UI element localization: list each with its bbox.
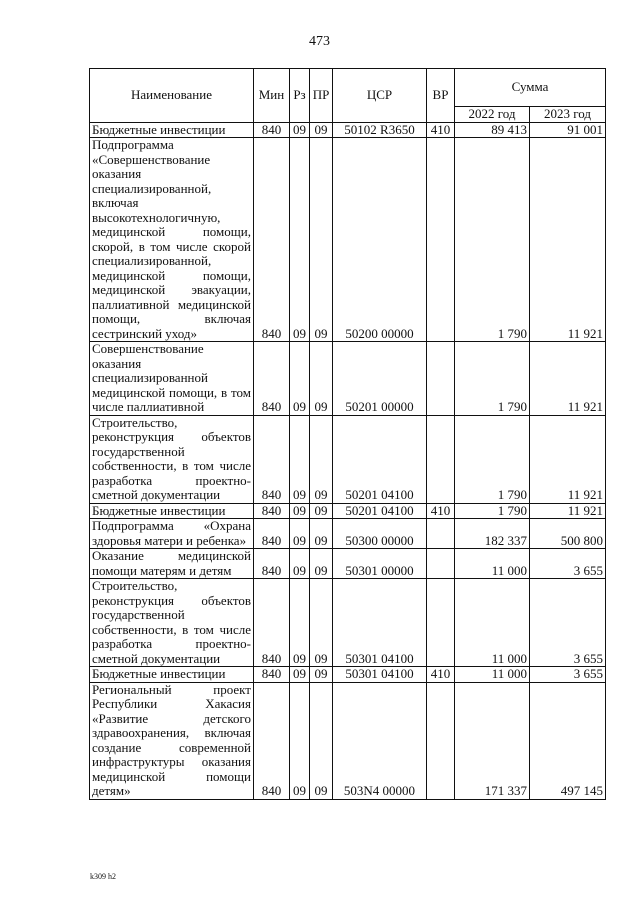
cell-min: 840 <box>254 138 290 342</box>
header-csr: ЦСР <box>333 69 427 123</box>
cell-csr: 50300 00000 <box>333 519 427 549</box>
table-row <box>90 682 606 799</box>
cell-name: Подпрограмма «Совершенствование оказания специализированной, включая высокотехнологичную, медицинской помощи, скорой, в том числе скорой специализированной, медицинской помощи, медицинской эвакуации, паллиативной медицинской помощи, включая сестринский уход» <box>90 138 254 342</box>
cell-pr: 09 <box>310 549 333 579</box>
cell-name: Бюджетные инвестиции <box>90 122 254 138</box>
cell-min: 840 <box>254 682 290 799</box>
cell-pr: 09 <box>310 682 333 799</box>
cell-2022: 182 337 <box>455 519 530 549</box>
page-number: 473 <box>309 34 330 49</box>
cell-vr: 410 <box>427 503 455 519</box>
cell-2022: 11 000 <box>455 549 530 579</box>
cell-csr: 50301 04100 <box>333 579 427 667</box>
header-min: Мин <box>254 69 290 123</box>
cell-vr <box>427 682 455 799</box>
cell-min: 840 <box>254 342 290 416</box>
cell-rz: 09 <box>290 682 310 799</box>
cell-name: Строительство, реконструкция объектов государственной собственности, в том числе разработка проектно-сметной документации <box>90 415 254 503</box>
cell-2023: 11 921 <box>530 342 606 416</box>
footer-code: k309 h2 <box>90 872 116 881</box>
cell-rz: 09 <box>290 667 310 683</box>
cell-2023: 11 921 <box>530 138 606 342</box>
cell-vr <box>427 415 455 503</box>
cell-csr: 50201 04100 <box>333 415 427 503</box>
cell-name: Строительство, реконструкция объектов государственной собственности, в том числе разработка проектно-сметной документации <box>90 579 254 667</box>
cell-name: Бюджетные инвестиции <box>90 503 254 519</box>
cell-2023: 3 655 <box>530 579 606 667</box>
cell-rz: 09 <box>290 138 310 342</box>
cell-pr: 09 <box>310 519 333 549</box>
cell-pr: 09 <box>310 342 333 416</box>
cell-2023: 497 145 <box>530 682 606 799</box>
header-pr: ПР <box>310 69 333 123</box>
header-sum: Сумма <box>455 69 606 107</box>
cell-vr <box>427 342 455 416</box>
cell-csr: 50102 R3650 <box>333 122 427 138</box>
cell-name: Региональный проект Республики Хакасия «Развитие детского здравоохранения, включая создание современной инфраструктуры оказания медицинской помощи детям» <box>90 682 254 799</box>
cell-csr: 50201 04100 <box>333 503 427 519</box>
cell-rz: 09 <box>290 122 310 138</box>
table-row <box>90 138 606 342</box>
cell-2023: 11 921 <box>530 415 606 503</box>
cell-2023: 91 001 <box>530 122 606 138</box>
cell-2022: 1 790 <box>455 342 530 416</box>
cell-rz: 09 <box>290 549 310 579</box>
cell-name: Оказание медицинской помощи матерям и детям <box>90 549 254 579</box>
cell-pr: 09 <box>310 122 333 138</box>
header-vr: ВР <box>427 69 455 123</box>
cell-2022: 1 790 <box>455 415 530 503</box>
table-row <box>90 549 606 579</box>
table-body <box>90 122 606 799</box>
cell-name: Бюджетные инвестиции <box>90 667 254 683</box>
budget-table <box>89 68 606 800</box>
cell-2023: 3 655 <box>530 549 606 579</box>
header-rz: Рз <box>290 69 310 123</box>
cell-rz: 09 <box>290 519 310 549</box>
cell-vr <box>427 579 455 667</box>
cell-2022: 1 790 <box>455 138 530 342</box>
header-name: Наименование <box>90 69 254 123</box>
cell-2023: 500 800 <box>530 519 606 549</box>
cell-rz: 09 <box>290 342 310 416</box>
cell-csr: 50301 00000 <box>333 549 427 579</box>
cell-2023: 11 921 <box>530 503 606 519</box>
cell-2023: 3 655 <box>530 667 606 683</box>
cell-2022: 11 000 <box>455 667 530 683</box>
cell-rz: 09 <box>290 579 310 667</box>
cell-csr: 50301 04100 <box>333 667 427 683</box>
cell-2022: 171 337 <box>455 682 530 799</box>
cell-pr: 09 <box>310 579 333 667</box>
header-2022: 2022 год <box>455 107 530 123</box>
cell-vr <box>427 549 455 579</box>
cell-min: 840 <box>254 519 290 549</box>
table-row <box>90 519 606 549</box>
cell-min: 840 <box>254 549 290 579</box>
cell-rz: 09 <box>290 503 310 519</box>
cell-2022: 11 000 <box>455 579 530 667</box>
table-row <box>90 415 606 503</box>
cell-csr: 50201 00000 <box>333 342 427 416</box>
table-row <box>90 667 606 683</box>
table-row <box>90 122 606 138</box>
table-row <box>90 342 606 416</box>
cell-min: 840 <box>254 579 290 667</box>
cell-pr: 09 <box>310 415 333 503</box>
cell-name: Подпрограмма «Охрана здоровья матери и ребенка» <box>90 519 254 549</box>
cell-2022: 89 413 <box>455 122 530 138</box>
cell-min: 840 <box>254 122 290 138</box>
header-2023: 2023 год <box>530 107 606 123</box>
cell-rz: 09 <box>290 415 310 503</box>
cell-pr: 09 <box>310 138 333 342</box>
cell-csr: 503N4 00000 <box>333 682 427 799</box>
cell-csr: 50200 00000 <box>333 138 427 342</box>
cell-pr: 09 <box>310 667 333 683</box>
cell-vr: 410 <box>427 667 455 683</box>
cell-min: 840 <box>254 667 290 683</box>
cell-name: Совершенствование оказания специализированной медицинской помощи, в том числе паллиативной <box>90 342 254 416</box>
cell-2022: 1 790 <box>455 503 530 519</box>
cell-vr <box>427 519 455 549</box>
cell-min: 840 <box>254 415 290 503</box>
cell-vr <box>427 138 455 342</box>
table-row <box>90 503 606 519</box>
cell-min: 840 <box>254 503 290 519</box>
cell-pr: 09 <box>310 503 333 519</box>
table-row <box>90 579 606 667</box>
cell-vr: 410 <box>427 122 455 138</box>
